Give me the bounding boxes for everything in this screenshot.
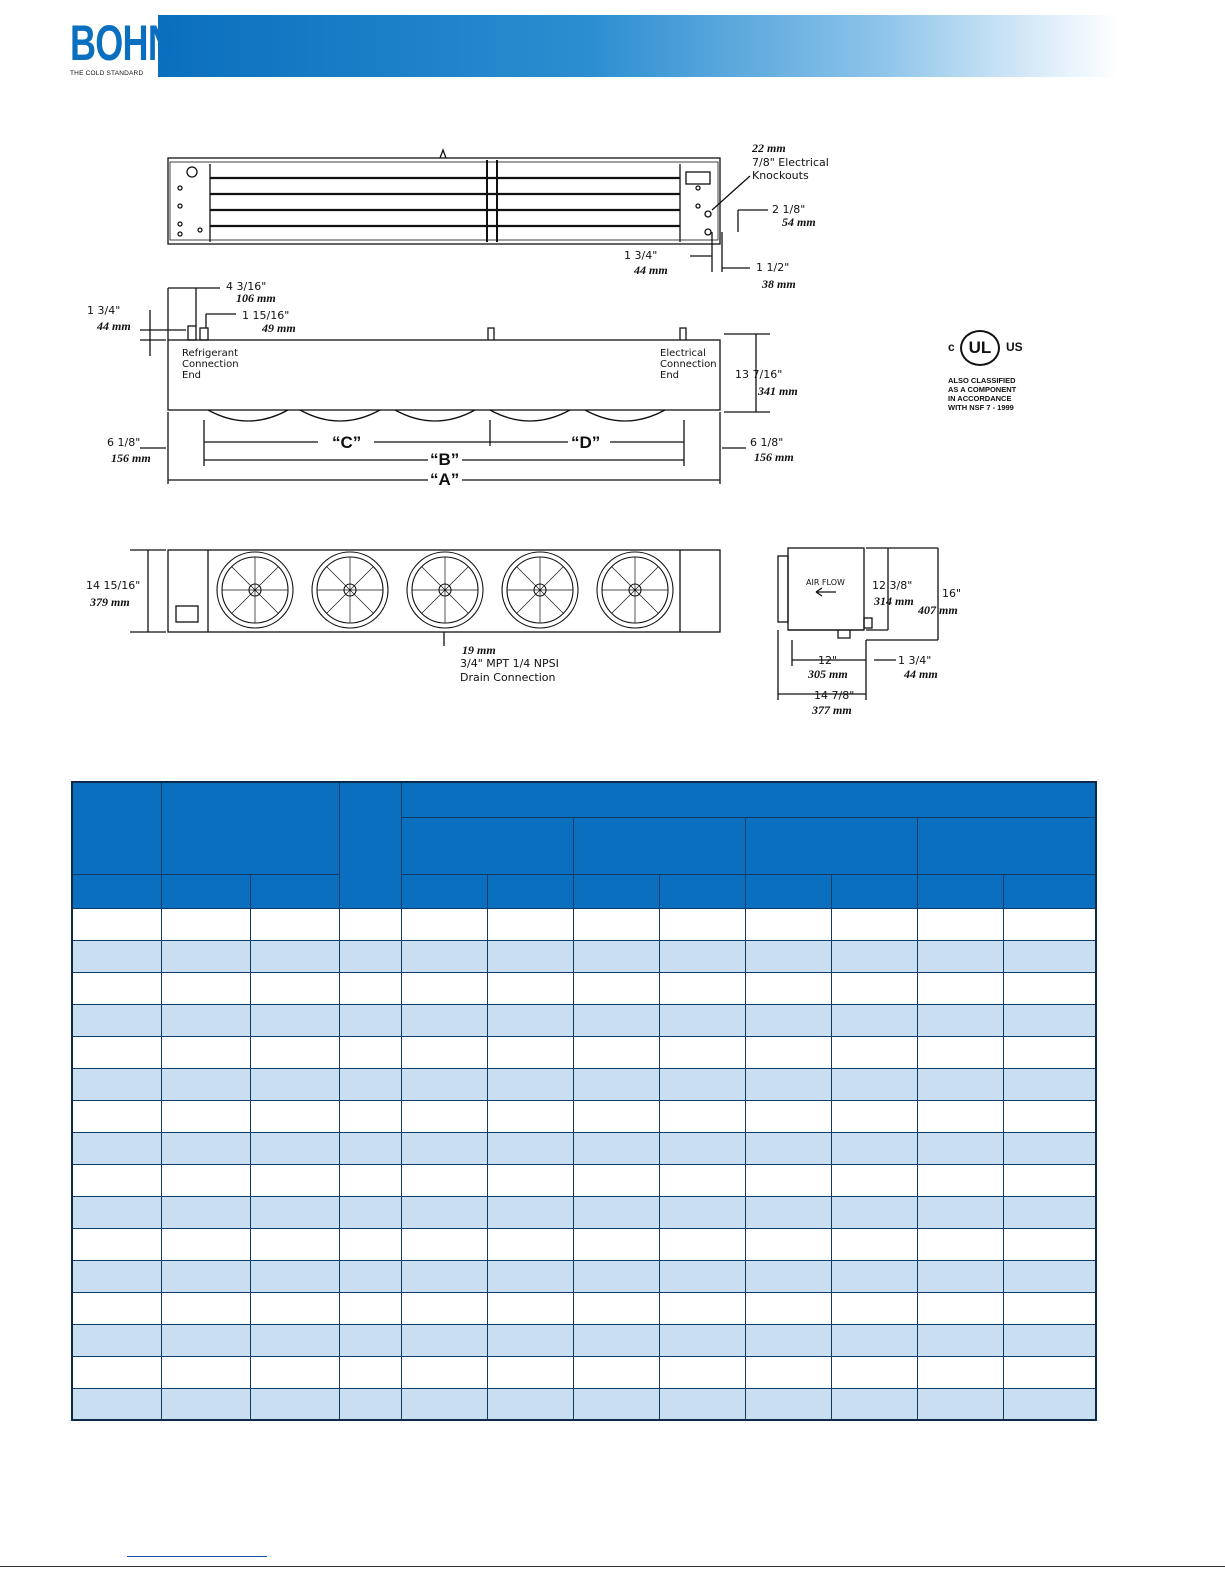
table-cell <box>917 1388 1003 1420</box>
logo-tagline: THE COLD STANDARD <box>70 70 144 77</box>
table-cell <box>401 1068 487 1100</box>
table-header-cell <box>72 874 161 908</box>
table-cell <box>659 1356 745 1388</box>
table-cell <box>1003 1356 1096 1388</box>
table-cell <box>745 908 831 940</box>
table-cell <box>487 1388 573 1420</box>
table-cell <box>72 908 161 940</box>
table-cell <box>745 1196 831 1228</box>
table-cell <box>831 1324 917 1356</box>
table-cell <box>659 1004 745 1036</box>
table-cell <box>1003 1036 1096 1068</box>
table-cell <box>72 940 161 972</box>
table-cell <box>339 1068 401 1100</box>
knockout-label-2: Knockouts <box>752 169 809 182</box>
table-cell <box>250 1100 339 1132</box>
table-cell <box>659 972 745 1004</box>
dim-4-3-16: 4 3/16" <box>226 280 267 293</box>
table-header-cell <box>161 782 339 874</box>
table-cell <box>487 1228 573 1260</box>
dim-6-1-8-right: 6 1/8" <box>750 436 784 449</box>
table-cell <box>573 1068 659 1100</box>
table-cell <box>573 1164 659 1196</box>
table-cell <box>161 1324 250 1356</box>
table-header-cell <box>573 874 659 908</box>
table-cell <box>1003 1228 1096 1260</box>
dim-377mm: 377 mm <box>812 703 852 717</box>
electrical-label-1: Electrical <box>660 348 706 359</box>
table-cell <box>831 1164 917 1196</box>
table-cell <box>831 1228 917 1260</box>
table-header-cell <box>745 874 831 908</box>
table-cell <box>161 1388 250 1420</box>
dim-13-7-16: 13 7/16" <box>735 368 783 381</box>
table-cell <box>161 1068 250 1100</box>
table-cell <box>161 1356 250 1388</box>
table-header-cell <box>401 782 1096 817</box>
table-header-cell <box>401 817 573 874</box>
table-header-cell <box>1003 874 1096 908</box>
table-cell <box>250 1356 339 1388</box>
table-cell <box>659 908 745 940</box>
refrigerant-label-2: Connection <box>182 359 239 370</box>
table-cell <box>831 1132 917 1164</box>
table-header-cell <box>161 874 250 908</box>
table-cell <box>487 1292 573 1324</box>
table-cell <box>339 972 401 1004</box>
table-cell <box>161 1260 250 1292</box>
table-cell <box>487 1132 573 1164</box>
table-cell <box>487 940 573 972</box>
table-cell <box>401 1196 487 1228</box>
specification-table <box>71 781 1097 1421</box>
table-cell <box>401 1164 487 1196</box>
table-row <box>72 1036 1096 1068</box>
table-row <box>72 1132 1096 1164</box>
table-cell <box>831 1004 917 1036</box>
table-cell <box>831 1100 917 1132</box>
table-cell <box>573 1004 659 1036</box>
table-cell <box>487 1196 573 1228</box>
table-row <box>72 1068 1096 1100</box>
table-cell <box>401 940 487 972</box>
table-header-cell <box>339 782 401 908</box>
table-cell <box>72 972 161 1004</box>
dim-305mm: 305 mm <box>808 667 848 681</box>
table-cell <box>250 1132 339 1164</box>
table-cell <box>250 1228 339 1260</box>
dim-side-1-3-4: 1 3/4" <box>898 654 932 667</box>
table-cell <box>831 1036 917 1068</box>
table-cell <box>161 1196 250 1228</box>
table-cell <box>339 1356 401 1388</box>
table-cell <box>161 1164 250 1196</box>
dim-label-c: “C” <box>332 433 362 452</box>
table-cell <box>487 1036 573 1068</box>
table-cell <box>339 1100 401 1132</box>
table-cell <box>72 1036 161 1068</box>
dim-12: 12" <box>818 654 838 667</box>
table-row <box>72 1228 1096 1260</box>
ul-logo: UL <box>960 330 1000 366</box>
table-cell <box>573 1388 659 1420</box>
table-cell <box>161 1228 250 1260</box>
table-cell <box>401 1228 487 1260</box>
table-cell <box>1003 1004 1096 1036</box>
table-cell <box>401 1324 487 1356</box>
table-cell <box>917 1068 1003 1100</box>
table-cell <box>745 1324 831 1356</box>
knockout-label: 7/8" Electrical <box>752 156 829 169</box>
table-cell <box>917 1164 1003 1196</box>
table-cell <box>573 1100 659 1132</box>
table-cell <box>573 1228 659 1260</box>
table-row <box>72 1164 1096 1196</box>
dim-156mm-left: 156 mm <box>111 451 151 465</box>
table-cell <box>72 1068 161 1100</box>
table-cell <box>659 1164 745 1196</box>
table-body <box>72 908 1096 1420</box>
table-cell <box>72 1164 161 1196</box>
table-cell <box>745 1068 831 1100</box>
table-cell <box>487 1260 573 1292</box>
table-cell <box>250 1388 339 1420</box>
table-cell <box>487 1100 573 1132</box>
table-row <box>72 1356 1096 1388</box>
table-cell <box>573 1292 659 1324</box>
table-cell <box>573 940 659 972</box>
table-cell <box>917 908 1003 940</box>
table-cell <box>831 1292 917 1324</box>
dim-38mm: 38 mm <box>762 277 796 291</box>
dim-label-a: “A” <box>430 470 460 489</box>
table-header-cell <box>487 874 573 908</box>
table-cell <box>401 1036 487 1068</box>
table-cell <box>917 940 1003 972</box>
table-cell <box>831 940 917 972</box>
knockout-size-mm: 22 mm <box>752 141 786 155</box>
table-cell <box>745 1164 831 1196</box>
table-header-cell <box>573 817 745 874</box>
table-cell <box>401 972 487 1004</box>
table-cell <box>1003 972 1096 1004</box>
table-cell <box>339 1036 401 1068</box>
table-cell <box>487 1356 573 1388</box>
table-cell <box>339 1228 401 1260</box>
table-cell <box>339 1196 401 1228</box>
electrical-label-3: End <box>660 370 680 381</box>
refrigerant-label-1: Refrigerant <box>182 348 239 359</box>
table-cell <box>250 1292 339 1324</box>
drain-connection-label: Drain Connection <box>460 671 556 684</box>
table-cell <box>573 908 659 940</box>
table-cell <box>831 1388 917 1420</box>
drain-connection-size: 3/4" MPT 1/4 NPSI <box>460 657 559 670</box>
dim-14-15-16: 14 15/16" <box>86 579 141 592</box>
table-cell <box>659 1100 745 1132</box>
table-cell <box>745 1292 831 1324</box>
top-view-drawing <box>168 150 768 272</box>
table-cell <box>745 1260 831 1292</box>
table-cell <box>250 972 339 1004</box>
table-cell <box>161 1100 250 1132</box>
table-cell <box>1003 1292 1096 1324</box>
table-cell <box>72 1100 161 1132</box>
table-cell <box>917 1100 1003 1132</box>
table-cell <box>161 1004 250 1036</box>
table-header-cell <box>401 874 487 908</box>
dim-1-1-2: 1 1/2" <box>756 261 790 274</box>
dim-106mm: 106 mm <box>236 291 276 305</box>
table-cell <box>250 940 339 972</box>
dim-314mm: 314 mm <box>874 594 914 608</box>
ul-us-letters: US <box>1006 340 1023 354</box>
table-cell <box>1003 1260 1096 1292</box>
table-row <box>72 908 1096 940</box>
table-row <box>72 1004 1096 1036</box>
table-cell <box>573 1196 659 1228</box>
table-cell <box>339 940 401 972</box>
table-header-row-1 <box>72 782 1096 817</box>
table-cell <box>72 1004 161 1036</box>
table-row <box>72 1388 1096 1420</box>
table-cell <box>72 1388 161 1420</box>
table-cell <box>745 1388 831 1420</box>
table-cell <box>745 1132 831 1164</box>
table-cell <box>659 1196 745 1228</box>
table-cell <box>917 1004 1003 1036</box>
table-row <box>72 1292 1096 1324</box>
table-cell <box>401 1356 487 1388</box>
table-cell <box>831 1196 917 1228</box>
table-cell <box>659 1132 745 1164</box>
table-cell <box>573 1324 659 1356</box>
table-cell <box>1003 1068 1096 1100</box>
dim-1-15-16: 1 15/16" <box>242 309 290 322</box>
table-header-cell <box>659 874 745 908</box>
table-cell <box>161 908 250 940</box>
table-row <box>72 1196 1096 1228</box>
table-header-cell <box>831 874 917 908</box>
ul-c-letter: c <box>948 340 955 354</box>
table-header-row-3 <box>72 874 1096 908</box>
table-cell <box>1003 940 1096 972</box>
table-cell <box>1003 908 1096 940</box>
table-cell <box>339 1132 401 1164</box>
table-header-cell <box>72 782 161 874</box>
table-cell <box>1003 1100 1096 1132</box>
table-cell <box>573 1260 659 1292</box>
table-row <box>72 1324 1096 1356</box>
table-cell <box>72 1228 161 1260</box>
table-cell <box>573 1036 659 1068</box>
refrigerant-label-3: End <box>182 370 202 381</box>
dim-49mm: 49 mm <box>262 321 296 335</box>
table-cell <box>250 908 339 940</box>
dim-379mm: 379 mm <box>90 595 130 609</box>
table-cell <box>250 1324 339 1356</box>
table-header-cell <box>917 817 1096 874</box>
table-header-cell <box>745 817 917 874</box>
table-cell <box>745 1356 831 1388</box>
dim-front-44mm: 44 mm <box>97 319 131 333</box>
footer-link-underline <box>127 1556 267 1557</box>
dim-2-1-8: 2 1/8" <box>772 203 806 216</box>
table-cell <box>339 1292 401 1324</box>
table-cell <box>339 1388 401 1420</box>
dim-14-7-8: 14 7/8" <box>814 689 855 702</box>
table-cell <box>745 972 831 1004</box>
table-cell <box>339 908 401 940</box>
table-cell <box>659 1228 745 1260</box>
table-cell <box>339 1164 401 1196</box>
table-cell <box>573 1356 659 1388</box>
bottom-view-drawing <box>130 550 720 646</box>
table-cell <box>250 1068 339 1100</box>
table-cell <box>831 972 917 1004</box>
table-cell <box>72 1132 161 1164</box>
dim-54mm: 54 mm <box>782 215 816 229</box>
table-cell <box>161 940 250 972</box>
table-cell <box>659 1292 745 1324</box>
drain-size-mm: 19 mm <box>462 643 496 657</box>
table-cell <box>487 1164 573 1196</box>
table-cell <box>72 1324 161 1356</box>
table-cell <box>573 972 659 1004</box>
table-cell <box>161 1292 250 1324</box>
table-cell <box>401 1132 487 1164</box>
table-cell <box>659 940 745 972</box>
table-cell <box>401 1100 487 1132</box>
dim-front-1-3-4: 1 3/4" <box>87 304 121 317</box>
footer-rule <box>0 1566 1225 1567</box>
ul-classification-text: ALSO CLASSIFIED AS A COMPONENT IN ACCORDANCE WITH NSF 7 - 1999 <box>948 376 1017 412</box>
table-cell <box>161 1132 250 1164</box>
table-row <box>72 1100 1096 1132</box>
table-cell <box>339 1260 401 1292</box>
table-cell <box>917 1132 1003 1164</box>
table-cell <box>831 908 917 940</box>
table-cell <box>745 1004 831 1036</box>
table-cell <box>401 1388 487 1420</box>
dim-341mm: 341 mm <box>758 384 798 398</box>
table-row <box>72 940 1096 972</box>
table-cell <box>487 1004 573 1036</box>
table-header-cell <box>917 874 1003 908</box>
dim-label-d: “D” <box>571 433 601 452</box>
table-cell <box>917 1324 1003 1356</box>
table-cell <box>487 1324 573 1356</box>
table-cell <box>339 1004 401 1036</box>
table-cell <box>401 908 487 940</box>
table-cell <box>831 1068 917 1100</box>
table-cell <box>659 1324 745 1356</box>
table-cell <box>339 1324 401 1356</box>
table-cell <box>1003 1132 1096 1164</box>
table-cell <box>1003 1324 1096 1356</box>
electrical-label-2: Connection <box>660 359 717 370</box>
dim-top-1-3-4: 1 3/4" <box>624 249 658 262</box>
table-cell <box>161 972 250 1004</box>
table-cell <box>659 1388 745 1420</box>
table-cell <box>72 1260 161 1292</box>
table-cell <box>250 1164 339 1196</box>
air-flow-label: AIR FLOW <box>806 578 845 587</box>
table-cell <box>917 972 1003 1004</box>
table-cell <box>917 1196 1003 1228</box>
dim-16: 16" <box>942 587 962 600</box>
table-cell <box>1003 1388 1096 1420</box>
dim-12-3-8: 12 3/8" <box>872 579 913 592</box>
table-row <box>72 972 1096 1004</box>
table-cell <box>573 1132 659 1164</box>
table-cell <box>659 1068 745 1100</box>
table-row <box>72 1260 1096 1292</box>
dim-407mm: 407 mm <box>918 603 958 617</box>
table-cell <box>161 1036 250 1068</box>
table-cell <box>72 1292 161 1324</box>
table-cell <box>745 1100 831 1132</box>
dim-top-44mm: 44 mm <box>634 263 668 277</box>
table-cell <box>1003 1164 1096 1196</box>
table-cell <box>250 1004 339 1036</box>
logo-wordmark: BOHN <box>70 15 174 71</box>
table-cell <box>401 1004 487 1036</box>
table-cell <box>401 1292 487 1324</box>
table-cell <box>917 1228 1003 1260</box>
table-cell <box>917 1036 1003 1068</box>
table-cell <box>831 1356 917 1388</box>
table-cell <box>917 1356 1003 1388</box>
table-cell <box>72 1196 161 1228</box>
table-cell <box>659 1260 745 1292</box>
dim-label-b: “B” <box>430 450 460 469</box>
table-cell <box>831 1260 917 1292</box>
table-cell <box>745 940 831 972</box>
table-cell <box>250 1196 339 1228</box>
table-cell <box>1003 1196 1096 1228</box>
table-cell <box>250 1036 339 1068</box>
table-cell <box>250 1260 339 1292</box>
table-cell <box>487 1068 573 1100</box>
table-cell <box>487 972 573 1004</box>
dim-side-44mm: 44 mm <box>904 667 938 681</box>
table-cell <box>659 1036 745 1068</box>
table-cell <box>487 908 573 940</box>
table-cell <box>401 1260 487 1292</box>
table-cell <box>72 1356 161 1388</box>
table-cell <box>745 1036 831 1068</box>
dim-6-1-8-left: 6 1/8" <box>107 436 141 449</box>
table-cell <box>917 1292 1003 1324</box>
table-cell <box>917 1260 1003 1292</box>
table-cell <box>745 1228 831 1260</box>
table-header-cell <box>250 874 339 908</box>
dim-156mm-right: 156 mm <box>754 450 794 464</box>
